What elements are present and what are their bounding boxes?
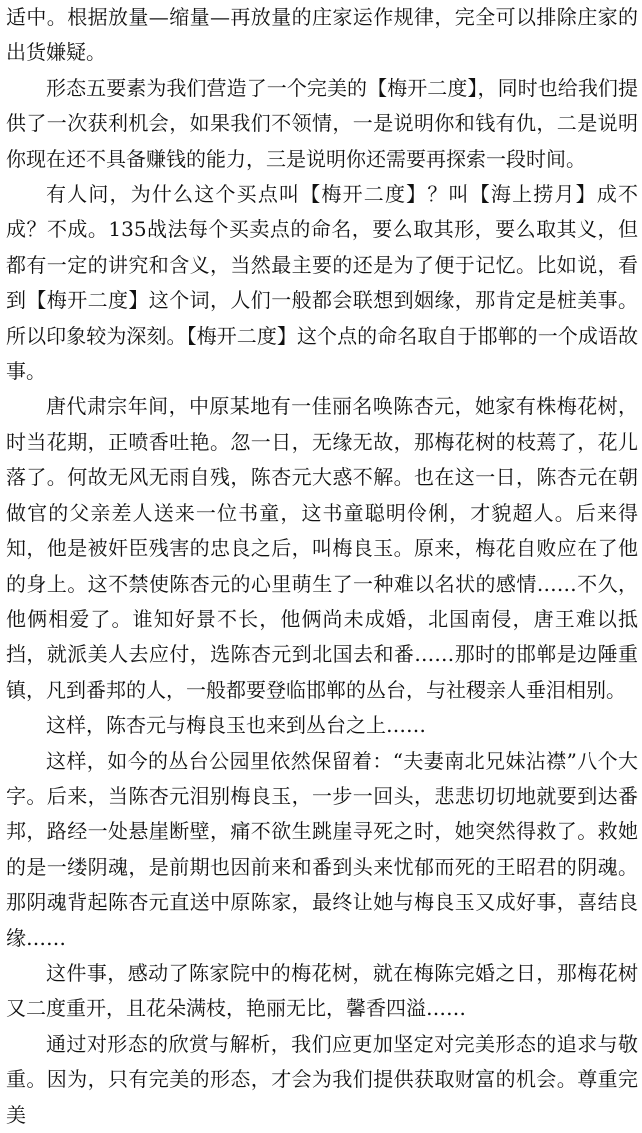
paragraph-3: 有人问，为什么这个买点叫【梅开二度】？叫【海上捞月】成不成？不成。135战法每个买卖点的命名，要么取其形，要么取其义，但都有一定的讲究和含义，当然最主要的还是为了便于记忆。比如说，看到【梅开二度】这个词，人们一般都会联想到姻缘，那肯定是桩美事。所以印象较为深刻。【梅开二度】这个点的命名取自于邯郸的一个成语故事。 [6,182,638,384]
document-page [6,0,638,1133]
paragraph-4: 唐代肃宗年间，中原某地有一佳丽名唤陈杏元，她家有株梅花树，时当花期，正喷香吐艳。忽一日，无缘无故，那梅花树的枝蔫了，花儿落了。何故无风无雨自残，陈杏元大惑不解。也在这一日，陈杏元在朝做官的父亲差人送来一位书童，这书童聪明伶俐，才貌超人。后来得知，他是被奸臣残害的忠良之后，叫梅良玉。原来，梅花自败应在了他的身上。这不禁使陈杏元的心里萌生了一种难以名状的感情……不久，他俩相爱了。谁知好景不长，他俩尚未成婚，北国南侵，唐王难以抵挡，就派美人去应付，选陈杏元到北国去和番……那时的邯郸是边陲重镇，凡到番邦的人，一般都要登临邯郸的丛台，与社稷亲人垂泪相别。 [6,394,638,702]
paragraph-7: 这件事，感动了陈家院中的梅花树，就在梅陈完婚之日，那梅花树又二度重开，且花朵满枝，艳丽无比，馨香四溢…… [6,960,638,1021]
paragraph-1: 适中。根据放量—缩量—再放量的庄家运作规律，完全可以排除庄家的出货嫌疑。 [6,5,638,65]
paragraph-5: 这样，陈杏元与梅良玉也来到丛台之上…… [46,713,426,738]
paragraph-2: 形态五要素为我们营造了一个完美的【梅开二度】，同时也给我们提供了一次获利机会，如果我们不领情，一是说明你和钱有仇，二是说明你现在还不具备赚钱的能力，三是说明你还需要再探索一段时间。 [6,75,638,171]
paragraph-6: 这样，如今的丛台公园里依然保留着：“夫妻南北兄妹沾襟”八个大字。后来，当陈杏元泪别梅良玉，一步一回头，悲悲切切地就要到达番邦，路经一处悬崖断壁，痛不欲生跳崖寻死之时，她突然得救了。救她的是一缕阴魂，是前期也因前来和番到头来忧郁而死的王昭君的阴魂。那阴魂背起陈杏元直送中原陈家，最终让她与梅良玉又成好事，喜结良缘…… [6,748,638,950]
paragraph-8: 通过对形态的欣赏与解析，我们应更加坚定对完美形态的追求与敬重。因为，只有完美的形态，才会为我们提供获取财富的机会。尊重完美 [6,1031,638,1127]
